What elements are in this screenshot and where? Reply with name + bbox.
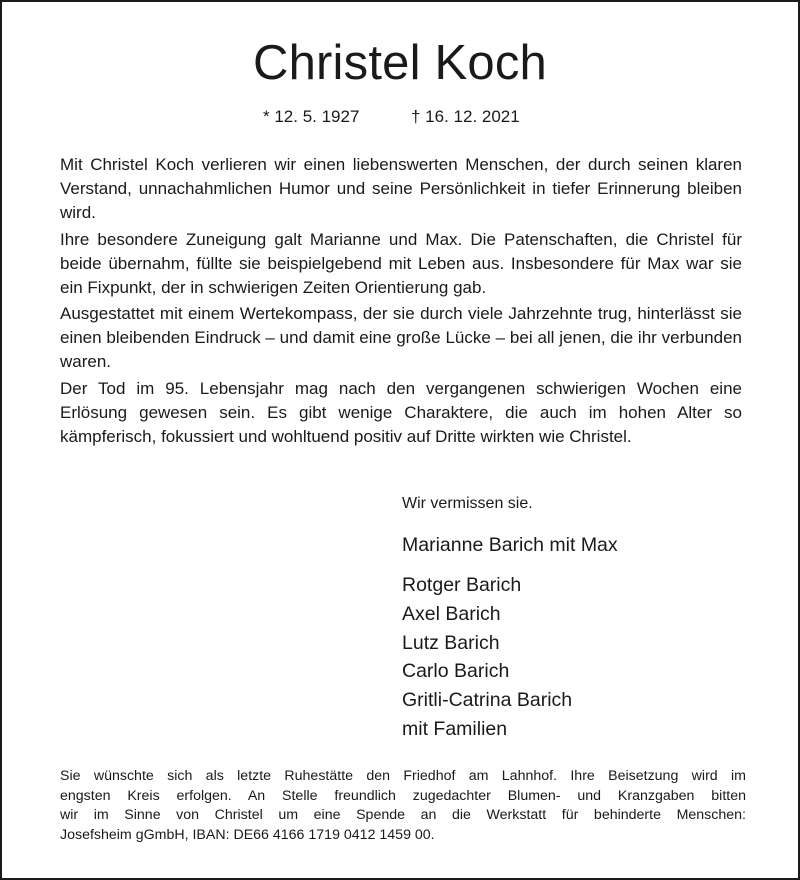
paragraph: Der Tod im 95. Lebensjahr mag nach den vergangenen schwierigen Wochen eine Erlösung gewesen sein. Es gibt wenige Charaktere, die auch im hohen Alter so kämpferisch, fokussiert und wohltuend positiv auf Dritte wirkten wie Christel. [60, 378, 742, 446]
mourner-name: Carlo Barich [402, 660, 510, 683]
notice-line: wir im Sinne von Christel um eine Spende an die Werkstatt für behinderte Menschen: [60, 807, 746, 823]
burial-notice [60, 767, 746, 845]
life-dates [0, 106, 800, 130]
mourner-primary: Marianne Barich mit Max [402, 534, 618, 556]
closing-line: Wir vermissen sie. [402, 495, 533, 512]
notice-line: Josefsheim gGmbH, IBAN: DE66 4166 1719 0412 1459 00. [60, 826, 435, 843]
paragraph: Mit Christel Koch verlieren wir einen liebenswerten Menschen, der durch seinen klaren Verstand, unnachahmlichen Humor und seine Persönlichkeit in tiefer Erinnerung bleiben wird. [60, 155, 742, 222]
mourner-name: Rotger Barich [402, 574, 522, 596]
paragraph: Ihre besondere Zuneigung galt Marianne und Max. Die Patenschaften, die Christel für beide übernahm, füllte sie beispielgebend mit Leben aus. Insbesondere für Max war sie ein Fixpunkt, der in schwierigen Zeiten Orientierung gab. [60, 229, 742, 297]
birth-date: * 12. 5. 1927 [263, 107, 360, 126]
death-date: † 16. 12. 2021 [411, 107, 520, 126]
paragraph: Ausgestattet mit einem Wertekompass, der sie durch viele Jahrzehnte trug, hinterlässt sie einen bleibenden Eindruck – und damit eine große Lücke – bei all jenen, die ihr verbunden waren. [60, 304, 742, 371]
notice-line: engsten Kreis erfolgen. An Stelle freundlich zugedachter Blumen- und Kranzgaben bitten [60, 787, 746, 804]
mourner-name: Lutz Barich [402, 631, 500, 654]
deceased-name: Christel Koch [253, 36, 547, 90]
mourner-name: mit Familien [402, 717, 508, 740]
mourner-name: Gritli-Catrina Barich [402, 689, 573, 712]
obituary-text [60, 153, 742, 451]
mourner-list [402, 571, 572, 744]
notice-line: Sie wünschte sich als letzte Ruhestätte den Friedhof am Lahnhof. Ihre Beisetzung wird im [60, 768, 746, 784]
mourner-name: Axel Barich [402, 602, 501, 625]
